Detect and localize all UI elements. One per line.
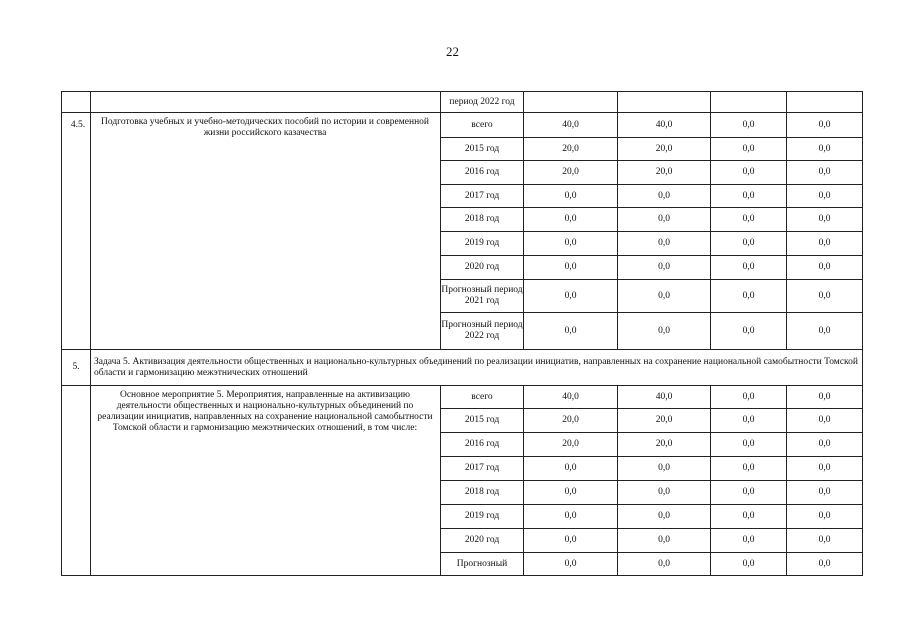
value-cell: 0,0 [787,113,863,138]
value-cell: 20,0 [524,433,618,457]
value-cell: 0,0 [618,457,711,481]
value-cell: 0,0 [711,280,787,313]
value-cell: 0,0 [524,185,618,208]
value-cell: 0,0 [787,505,863,529]
value-cell: 0,0 [524,529,618,553]
financing-table [61,91,863,576]
table-row [62,92,863,113]
value-cell: 0,0 [711,433,787,457]
value-cell: 0,0 [618,481,711,505]
value-cell: 0,0 [618,232,711,256]
period-label: 2019 год [441,505,524,529]
value-cell [787,92,863,113]
value-cell: 0,0 [787,256,863,280]
row-number-cell [62,386,91,576]
table-row [62,113,863,138]
value-cell: 0,0 [711,138,787,161]
value-cell: 0,0 [618,529,711,553]
value-cell: 0,0 [711,505,787,529]
value-cell: 0,0 [787,138,863,161]
period-label: 2015 год [441,138,524,161]
value-cell: 0,0 [787,529,863,553]
value-cell: 0,0 [787,481,863,505]
period-label: 2016 год [441,161,524,185]
value-cell: 0,0 [711,232,787,256]
value-cell: 0,0 [618,256,711,280]
period-label: 2017 год [441,185,524,208]
value-cell [711,92,787,113]
value-cell: 0,0 [787,313,863,350]
period-label: Прогнозный [441,553,524,576]
value-cell: 40,0 [618,386,711,409]
value-cell: 20,0 [618,161,711,185]
value-cell: 0,0 [787,433,863,457]
value-cell: 20,0 [524,409,618,433]
value-cell: 0,0 [787,386,863,409]
value-cell: 0,0 [524,232,618,256]
value-cell: 0,0 [524,313,618,350]
value-cell: 0,0 [618,313,711,350]
value-cell: 20,0 [618,138,711,161]
period-label: 2018 год [441,481,524,505]
value-cell: 0,0 [618,553,711,576]
task-text: Задача 5. Активизация деятельности общественных и национально-культурных объединений по реализации инициатив, направленных на сохранение национальной самобытности Томской области и гармонизацию межэтнических отношений [91,350,863,386]
value-cell: 0,0 [711,386,787,409]
value-cell: 0,0 [524,208,618,232]
row-number-cell: 4.5. [62,113,91,350]
value-cell: 0,0 [711,409,787,433]
description-cell [91,92,441,113]
value-cell: 0,0 [787,232,863,256]
value-cell: 0,0 [524,457,618,481]
value-cell: 40,0 [524,386,618,409]
value-cell: 0,0 [711,529,787,553]
value-cell: 0,0 [787,161,863,185]
value-cell: 0,0 [618,185,711,208]
value-cell: 0,0 [524,481,618,505]
table-row [62,386,863,409]
value-cell: 0,0 [787,409,863,433]
period-label: Прогнозный период 2021 год [441,280,524,313]
value-cell: 0,0 [787,185,863,208]
value-cell: 0,0 [524,256,618,280]
value-cell: 0,0 [711,185,787,208]
value-cell: 0,0 [787,553,863,576]
value-cell: 40,0 [524,113,618,138]
period-label: всего [441,113,524,138]
measure-description: Основное мероприятие 5. Мероприятия, направленные на активизацию деятельности общественных и национально-культурных объединений по реализации инициатив, направленных на сохранение национальной самобытности Томской области и гармонизацию межэтнических отношений, в том числе: [91,386,441,576]
period-label: 2017 год [441,457,524,481]
value-cell: 0,0 [711,553,787,576]
value-cell: 20,0 [524,138,618,161]
value-cell: 0,0 [618,280,711,313]
period-label: 2020 год [441,529,524,553]
period-label: 2018 год [441,208,524,232]
row-number-cell [62,92,91,113]
value-cell: 0,0 [618,208,711,232]
period-label: всего [441,386,524,409]
value-cell: 20,0 [524,161,618,185]
value-cell: 0,0 [711,208,787,232]
period-cell: период 2022 год [441,92,524,113]
task-row [62,350,863,386]
value-cell: 0,0 [787,208,863,232]
period-label: 2020 год [441,256,524,280]
measure-description: Подготовка учебных и учебно-методических пособий по истории и современной жизни российского казачества [91,113,441,350]
value-cell: 0,0 [711,256,787,280]
period-label: 2016 год [441,433,524,457]
value-cell: 0,0 [711,457,787,481]
value-cell: 0,0 [524,553,618,576]
value-cell: 0,0 [524,505,618,529]
period-label: Прогнозный период 2022 год [441,313,524,350]
value-cell: 20,0 [618,433,711,457]
value-cell: 20,0 [618,409,711,433]
task-number: 5. [62,350,91,386]
period-label: 2019 год [441,232,524,256]
value-cell: 0,0 [787,457,863,481]
value-cell: 0,0 [711,113,787,138]
value-cell: 0,0 [618,505,711,529]
value-cell: 0,0 [524,280,618,313]
value-cell: 0,0 [787,280,863,313]
page-number: 22 [446,44,459,59]
value-cell: 0,0 [711,161,787,185]
value-cell [618,92,711,113]
value-cell: 40,0 [618,113,711,138]
period-label: 2015 год [441,409,524,433]
value-cell [524,92,618,113]
value-cell: 0,0 [711,481,787,505]
value-cell: 0,0 [711,313,787,350]
